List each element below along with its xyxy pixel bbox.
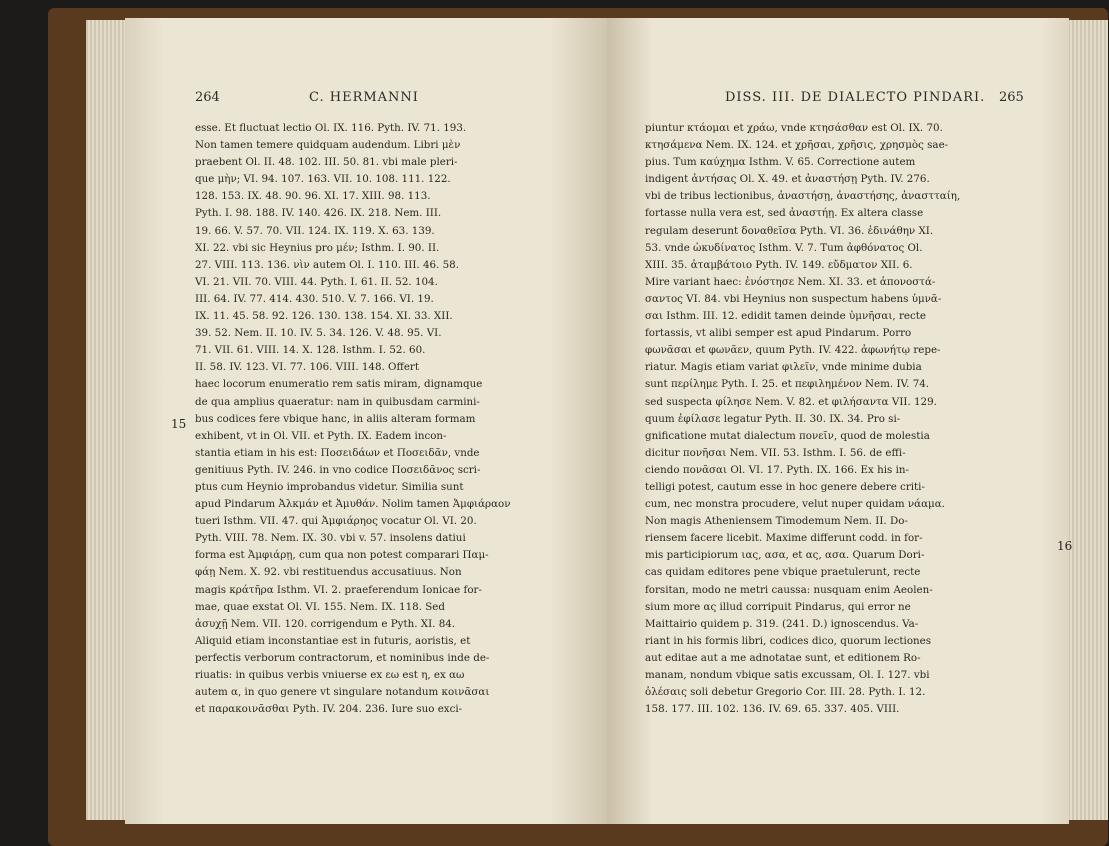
- text-line: mae, quae exstat Ol. VI. 155. Nem. IX. 118. Sed: [195, 600, 445, 613]
- text-line: forma est Ἀμφιάρῃ, cum qua non potest comparari Παμ-: [195, 549, 489, 562]
- text-line: exhibent, vt in Ol. VII. et Pyth. IX. Eadem incon-: [195, 429, 447, 442]
- right-running-head: DISS. III. DE DIALECTO PINDARI.: [725, 90, 986, 105]
- left-margin-number: 15: [171, 417, 187, 431]
- text-line: III. 64. IV. 77. 414. 430. 510. V. 7. 166. VI. 19.: [195, 292, 434, 305]
- text-line: sed suspecta φίλησε Nem. V. 82. et φιλήσαντα VII. 129.: [645, 395, 937, 408]
- text-line: pius. Tum καύχημα Isthm. V. 65. Correctione autem: [645, 156, 916, 169]
- text-line: dicitur πονῆσαι Nem. VII. 53. Isthm. I. 56. de effi-: [645, 446, 906, 459]
- right-page-edges: [1068, 20, 1108, 820]
- text-line: cas quidam editores pene vbique praetulerunt, recte: [645, 566, 921, 579]
- text-line: 39. 52. Nem. II. 10. IV. 5. 34. 126. V. 48. 95. VI.: [195, 327, 442, 340]
- text-line: esse. Et fluctuat lectio Ol. IX. 116. Pyth. IV. 71. 193.: [195, 122, 467, 134]
- text-line: 19. 66. V. 57. 70. VII. 124. IX. 119. X. 63. 139.: [195, 224, 435, 237]
- text-line: magis κράτῆρα Isthm. VI. 2. praeferendum Ionicae for-: [195, 583, 482, 596]
- text-line: haec locorum enumeratio rem satis miram, dignamque: [195, 378, 483, 391]
- text-line: apud Pindarum Ἀλκμάν et Ἀμυθάν. Nolim tamen Ἀμφιάραον: [195, 498, 511, 511]
- text-line: indigent ἀντήσας Ol. X. 49. et ἀναστήσῃ Pyth. IV. 276.: [645, 173, 930, 186]
- text-line: gnificatione mutat dialectum πονεῖν, quod de molestia: [645, 429, 930, 442]
- text-line: Non magis Atheniensem Timodemum Nem. II. Do-: [645, 515, 908, 528]
- open-book: [30, 0, 1090, 846]
- left-page-edges: [86, 20, 126, 820]
- text-line: cum, nec monstra procudere, velut nuper quidam νάαμα.: [645, 498, 945, 511]
- text-line: mis participiorum ιας, ασα, et ας, ασα. Quarum Dori-: [645, 549, 925, 562]
- text-line: piuntur κτάομαι et χράω, vnde κτησάσθαν est Ol. IX. 70.: [645, 122, 943, 134]
- text-line: XI. 22. vbi sic Heynius pro μέν; Isthm. I. 90. II.: [195, 241, 440, 254]
- text-line: fortassis, vt alibi semper est apud Pindarum. Porro: [645, 327, 912, 340]
- text-line: II. 58. IV. 123. VI. 77. 106. VIII. 148. Offert: [195, 361, 419, 374]
- text-line: Non tamen temere quidquam audendum. Libri μὲν: [195, 139, 461, 152]
- text-line: forsitan, modo ne metri caussa: nusquam enim Aeolen-: [645, 583, 933, 596]
- left-page-text: [195, 120, 511, 718]
- text-line: VI. 21. VII. 70. VIII. 44. Pyth. I. 61. II. 52. 104.: [195, 275, 438, 288]
- text-line: et παρακοινᾶσθαι Pyth. IV. 204. 236. Iure suo exci-: [195, 703, 463, 716]
- text-line: ὀλέσαις soli debetur Gregorio Cor. III. 28. Pyth. I. 12.: [645, 686, 926, 699]
- text-line: regulam deserunt δοναθεῖσα Pyth. VI. 36. ἐδινάθην XI.: [645, 224, 934, 237]
- text-line: sunt περίλημε Pyth. I. 25. et πεφιλημένον Nem. IV. 74.: [645, 378, 930, 391]
- text-line: 53. vnde ὠκυδίνατος Isthm. V. 7. Tum ἀφθόνατος Ol.: [645, 241, 923, 254]
- text-line: riensem facere licebit. Maxime differunt codd. in for-: [645, 532, 923, 545]
- text-line: ἀσυχῇ Nem. VII. 120. corrigendum e Pyth. XI. 84.: [195, 617, 456, 630]
- text-line: perfectis verborum contractorum, et nominibus inde de-: [195, 651, 490, 664]
- left-page-number: 264: [195, 90, 220, 105]
- text-line: σαι Isthm. III. 12. edidit tamen deinde ὑμνῆσαι, recte: [645, 310, 926, 323]
- text-line: stantia etiam in his est: Ποσειδάων et Ποσειδᾶν, vnde: [195, 446, 480, 459]
- right-margin-number: 16: [1057, 539, 1073, 553]
- text-line: Pyth. I. 98. 188. IV. 140. 426. IX. 218. Nem. III.: [195, 207, 442, 220]
- right-page-text: [645, 120, 960, 718]
- text-line: φάῃ Nem. X. 92. vbi restituendus accusatiuus. Non: [195, 566, 462, 579]
- text-line: aut editae aut a me adnotatae sunt, et editionem Ro-: [645, 651, 921, 664]
- text-line: genitiuus Pyth. IV. 246. in vno codice Ποσειδᾶνος scri-: [195, 463, 481, 476]
- text-line: Aliquid etiam inconstantiae est in futuris, aoristis, et: [195, 634, 471, 647]
- text-line: de qua amplius quaeratur: nam in quibusdam carmini-: [195, 395, 480, 408]
- left-running-head: C. HERMANNI: [309, 90, 419, 105]
- text-line: riuatis: in quibus verbis vniuerse ex εω est η, ex αω: [195, 669, 465, 681]
- right-page-number: 265: [999, 90, 1024, 105]
- text-line: Pyth. VIII. 78. Nem. IX. 30. vbi v. 57. insolens datiui: [195, 532, 466, 545]
- text-line: tueri Isthm. VII. 47. qui Ἀμφιάρηος vocatur Ol. VI. 20.: [195, 515, 477, 528]
- text-line: 71. VII. 61. VIII. 14. X. 128. Isthm. I. 52. 60.: [195, 344, 426, 357]
- text-line: fortasse nulla vera est, sed ἀναστήῃ. Ex altera classe: [645, 207, 924, 220]
- text-line: ptus cum Heynio improbandus videtur. Similia sunt: [195, 480, 464, 493]
- text-line: sium more ας illud corripuit Pindarus, qui error ne: [645, 600, 911, 613]
- text-line: XIII. 35. ἀταμβάτοιο Pyth. IV. 149. εὔδματον XII. 6.: [645, 258, 913, 271]
- text-line: que μὴν; VI. 94. 107. 163. VII. 10. 108. 111. 122.: [195, 173, 451, 186]
- text-line: bus codices fere vbique hanc, in aliis alteram formam: [195, 412, 476, 425]
- text-line: Maittairio quidem p. 319. (241. D.) ignoscendus. Va-: [645, 617, 919, 630]
- text-line: φωνᾶσαι et φωνᾶεν, quum Pyth. IV. 422. ἀφωνήτῳ repe-: [645, 344, 941, 357]
- text-line: 128. 153. IX. 48. 90. 96. XI. 17. XIII. 98. 113.: [195, 190, 431, 203]
- text-line: Mire variant haec: ἐνόστησε Nem. XI. 33. et ἀπονοστά-: [645, 275, 936, 288]
- text-line: riant in his formis libri, codices dico, quorum lectiones: [645, 634, 932, 647]
- text-line: ciendo πονᾶσαι Ol. VI. 17. Pyth. IX. 166. Ex his in-: [645, 463, 909, 476]
- text-line: IX. 11. 45. 58. 92. 126. 130. 138. 154. XI. 33. XII.: [195, 310, 453, 323]
- text-line: riatur. Magis etiam variat φιλεῖν, vnde minime dubia: [645, 361, 922, 374]
- right-page: [607, 18, 1073, 824]
- text-line: praebent Ol. II. 48. 102. III. 50. 81. vbi male pleri-: [195, 156, 458, 169]
- text-line: quum ἐφίλασε legatur Pyth. II. 30. IX. 34. Pro si-: [645, 412, 901, 425]
- left-page: [125, 18, 607, 824]
- text-line: manam, nondum vbique satis excussam, Ol. I. 127. vbi: [645, 669, 930, 681]
- text-line: 27. VIII. 113. 136. νὶν autem Ol. I. 110. III. 46. 58.: [195, 258, 459, 271]
- text-line: κτησάμενα Nem. IX. 124. et χρῆσαι, χρῆσις, χρησμὸς sae-: [645, 139, 949, 152]
- text-line: 158. 177. III. 102. 136. IV. 69. 65. 337. 405. VIII.: [645, 703, 900, 716]
- text-line: autem α, in quo genere vt singulare notandum κοινᾶσαι: [195, 686, 490, 699]
- text-line: σαντος VI. 84. vbi Heynius non suspectum habens ὑμνᾶ-: [645, 292, 942, 305]
- text-line: telligi potest, cautum esse in hoc genere debere criti-: [645, 480, 925, 493]
- text-line: vbi de tribus lectionibus, ἀναστήσῃ, ἀναστήσης, ἀναστταίη,: [645, 190, 961, 203]
